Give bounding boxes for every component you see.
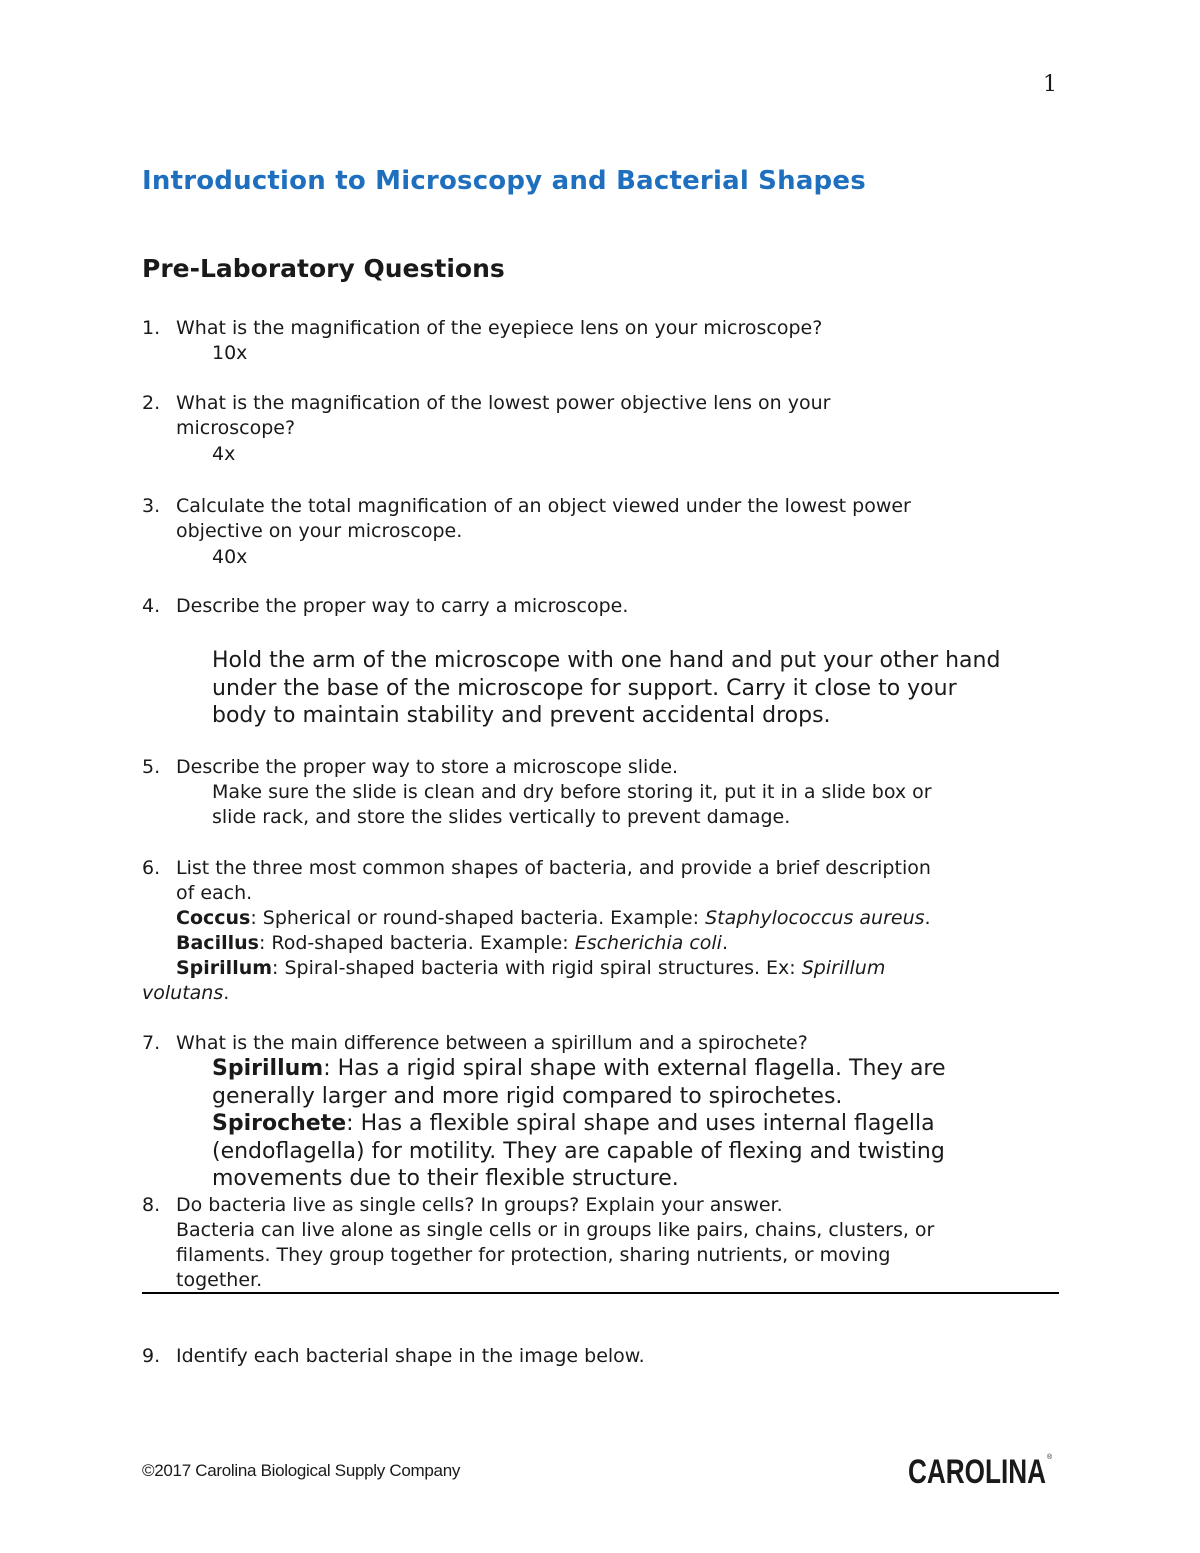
answer-line: (endoflagella) for motility. They are capable of flexing and twisting: [212, 1138, 945, 1164]
question-text: [176, 391, 830, 441]
question-line: Describe the proper way to carry a microscope.: [176, 595, 629, 617]
shape-item-bacillus: Bacillus: Rod-shaped bacteria. Example: Escherichia coli.: [176, 932, 728, 954]
question-number: 9.: [142, 1345, 161, 1367]
question-number: 6.: [142, 857, 161, 879]
answer-line: body to maintain stability and prevent accidental drops.: [212, 703, 831, 728]
question-line: Identify each bacterial shape in the image below.: [176, 1345, 645, 1367]
question-text: [176, 1193, 783, 1218]
page-number: 1: [1043, 72, 1057, 97]
answer-line: Spirillum: Has a rigid spiral shape with external flagella. They are: [212, 1056, 946, 1081]
question-number: 1.: [142, 317, 161, 339]
question-text: [176, 1344, 645, 1369]
carolina-logo-text: CAROLINA: [908, 1453, 1046, 1490]
shape-item-spirillum: Spirillum: Spiral-shaped bacteria with rigid spiral structures. Ex: Spirillum: [176, 957, 886, 979]
shape-list: [176, 906, 931, 981]
question-text: [176, 755, 678, 780]
answer-line: Spirochete: Has a flexible spiral shape and uses internal flagella: [212, 1111, 935, 1136]
carolina-logo: [908, 1450, 1053, 1490]
question-line: What is the main difference between a spirillum and a spirochete?: [176, 1032, 808, 1054]
question-line: objective on your microscope.: [176, 520, 463, 542]
question-line: List the three most common shapes of bacteria, and provide a brief description: [176, 857, 931, 879]
question-line: of each.: [176, 882, 253, 904]
answer-text: [176, 1218, 934, 1293]
question-number: 8.: [142, 1194, 161, 1216]
question-number: 2.: [142, 392, 161, 414]
answer-text: [212, 647, 1000, 730]
answer-text: [212, 780, 932, 830]
question-text: [176, 856, 931, 906]
question-line: What is the magnification of the eyepiece lens on your microscope?: [176, 317, 823, 339]
question-line: Calculate the total magnification of an object viewed under the lowest power: [176, 495, 911, 517]
horizontal-rule: [142, 1292, 1059, 1294]
svg-text:®: ®: [1047, 1454, 1053, 1461]
answer-line: Bacteria can live alone as single cells or in groups like pairs, chains, clusters, or: [176, 1219, 935, 1241]
question-line: Describe the proper way to store a microscope slide.: [176, 756, 679, 778]
footer-copyright: ©2017 Carolina Biological Supply Company: [142, 1461, 461, 1480]
question-text: [176, 594, 628, 619]
answer-line: generally larger and more rigid compared to spirochetes.: [212, 1083, 843, 1109]
answer-line: together.: [176, 1269, 263, 1291]
answer-line: movements due to their flexible structure.: [212, 1166, 679, 1191]
answer-line: under the base of the microscope for support. Carry it close to your: [212, 675, 957, 701]
answer-text: [212, 1055, 946, 1193]
document-title: Introduction to Microscopy and Bacterial Shapes: [142, 166, 866, 196]
question-line: What is the magnification of the lowest power objective lens on your: [176, 392, 831, 414]
section-heading: Pre-Laboratory Questions: [142, 254, 505, 283]
question-number: 3.: [142, 495, 161, 517]
answer-line: Hold the arm of the microscope with one hand and put your other hand: [212, 648, 1001, 673]
shape-item-spirillum-cont: volutans.: [142, 982, 230, 1004]
answer-line: Make sure the slide is clean and dry before storing it, put it in a slide box or: [212, 781, 932, 803]
question-text: [176, 1031, 808, 1056]
answer-line: filaments. They group together for protection, sharing nutrients, or moving: [176, 1244, 891, 1266]
answer-text: 40x: [212, 546, 248, 568]
answer-text: 10x: [212, 342, 248, 364]
answer-text: 4x: [212, 443, 236, 465]
question-number: 4.: [142, 595, 161, 617]
question-line: microscope?: [176, 417, 296, 439]
question-number: 5.: [142, 756, 161, 778]
question-line: Do bacteria live as single cells? In groups? Explain your answer.: [176, 1194, 783, 1216]
question-text: [176, 494, 911, 544]
question-number: 7.: [142, 1032, 161, 1054]
question-text: [176, 316, 822, 341]
answer-line: slide rack, and store the slides vertically to prevent damage.: [212, 806, 791, 828]
shape-item-coccus: Coccus: Spherical or round-shaped bacteria. Example: Staphylococcus aureus.: [176, 907, 931, 929]
